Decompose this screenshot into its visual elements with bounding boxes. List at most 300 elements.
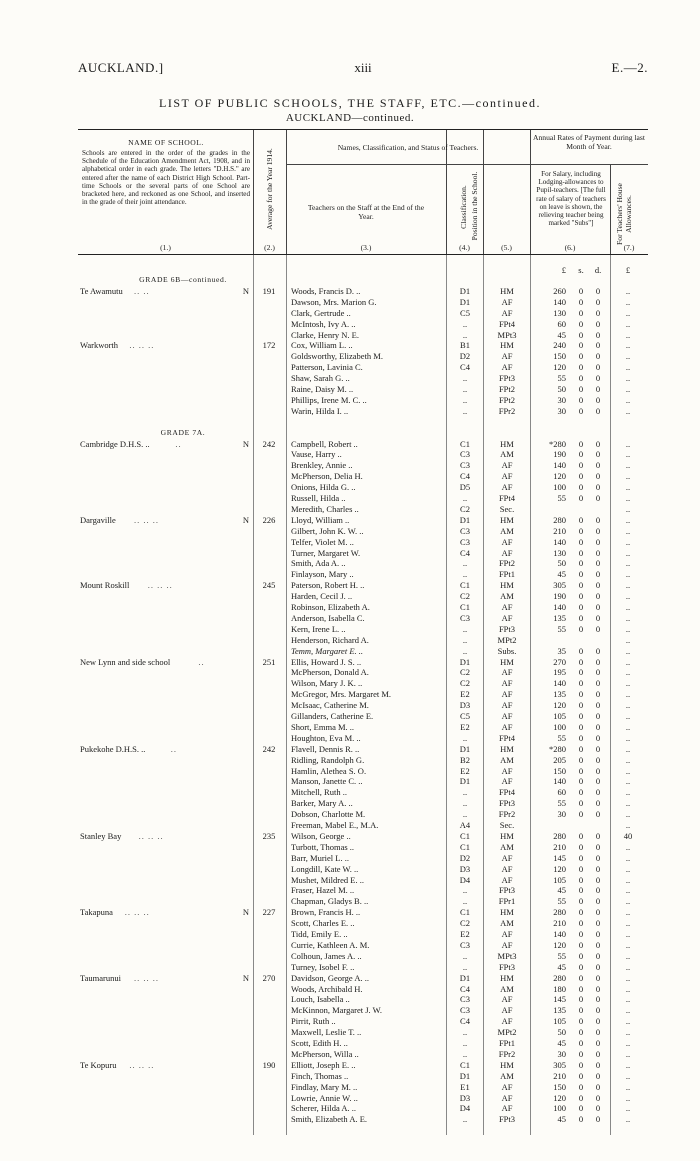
- teacher-name: Maxwell, Leslie T. ..: [291, 1027, 362, 1038]
- house-allowance: ..: [625, 907, 631, 918]
- house-allowance: ..: [625, 852, 631, 863]
- table-row: [78, 580, 648, 591]
- col3-heading: Teachers on the Staff at the End of the Year.: [307, 203, 425, 221]
- classification: ..: [462, 634, 468, 645]
- house-allowance: ..: [625, 405, 631, 416]
- pence-unit: d.: [594, 265, 602, 275]
- salary-shillings: 0: [578, 373, 584, 384]
- teacher-name: Scott, Charles E. ..: [291, 918, 355, 929]
- classification: ..: [462, 493, 468, 503]
- salary-shillings: 0: [578, 1005, 584, 1016]
- salary-pounds: 45: [557, 961, 566, 972]
- teacher-name: Clarke, Henry N. E.: [291, 329, 359, 340]
- teacher-name: Currie, Kathleen A. M.: [291, 939, 370, 950]
- classification: ..: [462, 1038, 468, 1048]
- house-allowance: ..: [625, 732, 631, 743]
- col4-heading: Classification.: [459, 185, 468, 229]
- house-allowance: ..: [625, 983, 631, 994]
- position: FPt3: [498, 798, 516, 809]
- position: FPr1: [498, 896, 516, 907]
- salary-pounds: 105: [553, 711, 566, 721]
- table-row: [78, 340, 648, 351]
- salary-pence: 0: [595, 405, 601, 416]
- position: AM: [500, 918, 514, 929]
- table-row: [78, 406, 648, 417]
- average-attendance: 227: [262, 907, 276, 918]
- teacher-name: Findlay, Mary M. ..: [291, 1081, 358, 1092]
- salary-pounds: 140: [553, 296, 566, 307]
- salary-pence: 0: [595, 1092, 601, 1103]
- position: AF: [501, 460, 513, 471]
- salary-shillings: 0: [578, 1059, 584, 1070]
- classification: ..: [462, 318, 468, 329]
- house-allowance: ..: [625, 296, 631, 307]
- salary-pounds: 130: [553, 307, 566, 318]
- salary-pence: 0: [595, 1059, 601, 1070]
- salary-shillings: 0: [578, 318, 584, 329]
- classification: ..: [462, 569, 468, 580]
- house-allowance: ..: [625, 961, 631, 972]
- salary-pence: 0: [595, 885, 601, 896]
- teacher-name: McPherson, Donald A.: [291, 667, 369, 678]
- salary-pence: 0: [595, 536, 601, 547]
- classification: C1: [460, 841, 470, 852]
- classification: B2: [460, 754, 470, 765]
- classification: E1: [460, 1081, 470, 1092]
- position: AF: [501, 765, 513, 776]
- classification: C2: [460, 503, 470, 514]
- classification: C4: [460, 547, 470, 558]
- position: HM: [500, 285, 514, 296]
- salary-shillings: 0: [578, 384, 584, 394]
- table-row: [78, 973, 648, 984]
- salary-pence: 0: [595, 460, 601, 471]
- salary-shillings: 0: [578, 1092, 584, 1103]
- position: FPt4: [498, 732, 516, 743]
- salary-pence: 0: [595, 732, 601, 743]
- teacher-name: McPherson, Delia H.: [291, 471, 363, 482]
- running-head-right: E.—2.: [611, 60, 648, 75]
- salary-pence: 0: [595, 721, 601, 732]
- salary-pence: 0: [595, 776, 601, 787]
- house-allowance: ..: [625, 678, 631, 689]
- house-allowance: ..: [625, 514, 631, 525]
- house-allowance: ..: [625, 318, 631, 329]
- salary-pounds: 120: [553, 362, 566, 373]
- salary-pounds: 55: [557, 493, 566, 503]
- salary-pounds: 30: [557, 809, 566, 820]
- teacher-name: Short, Emma M. ..: [291, 721, 355, 732]
- classification: C3: [460, 939, 470, 950]
- salary-pounds: 140: [553, 929, 566, 939]
- salary-pounds: 140: [553, 776, 566, 787]
- classification: ..: [462, 623, 468, 634]
- salary-pounds: 210: [553, 918, 566, 929]
- leader-dots: ..: [175, 438, 182, 449]
- table-row: [78, 319, 648, 330]
- salary-pence: 0: [595, 765, 601, 776]
- salary-shillings: 0: [578, 972, 584, 983]
- house-allowance: ..: [625, 1092, 631, 1103]
- salary-pence: 0: [595, 809, 601, 820]
- salary-shillings: 0: [578, 994, 584, 1005]
- table-row: [78, 689, 648, 700]
- salary-shillings: 0: [578, 754, 584, 765]
- table-row: [78, 613, 648, 624]
- classification: D1: [459, 296, 471, 307]
- table-row: [78, 678, 648, 689]
- teacher-name: Pirrit, Ruth ..: [291, 1016, 336, 1027]
- salary-pounds: 55: [557, 732, 566, 743]
- classification: D1: [459, 972, 471, 983]
- position: AM: [500, 754, 514, 765]
- leader-dots: ..: [198, 656, 205, 667]
- school-name: Pukekohe D.H.S. ..: [80, 743, 146, 754]
- position: AM: [500, 841, 514, 852]
- house-allowance: ..: [625, 285, 631, 296]
- salary-pence: 0: [595, 939, 601, 950]
- salary-shillings: 0: [578, 307, 584, 318]
- house-allowance: ..: [625, 1027, 631, 1038]
- table-row: [78, 1060, 648, 1071]
- salary-pounds: 50: [557, 1027, 566, 1038]
- house-allowance: ..: [625, 1005, 631, 1016]
- teacher-name: Goldsworthy, Elizabeth M.: [291, 351, 383, 362]
- house-allowance: ..: [625, 874, 631, 885]
- salary-pence: 0: [595, 972, 601, 983]
- position: Subs.: [497, 645, 517, 656]
- house-allowance: ..: [625, 776, 631, 787]
- pounds-unit: £: [561, 265, 566, 275]
- table-row: [78, 907, 648, 918]
- teacher-name: Scott, Edith H. ..: [291, 1038, 348, 1048]
- position: FPt1: [498, 1038, 516, 1048]
- salary-pence: 0: [595, 307, 601, 318]
- house-allowance: ..: [625, 482, 631, 493]
- position: FPr2: [498, 405, 516, 416]
- salary-pence: 0: [595, 612, 601, 623]
- teacher-name: Raine, Daisy M. ..: [291, 384, 354, 394]
- salary-pounds: 135: [553, 689, 566, 700]
- teacher-name: Chapman, Gladys B. ..: [291, 896, 369, 907]
- salary-pence: 0: [595, 471, 601, 482]
- average-attendance: 242: [262, 743, 276, 754]
- leader-dots: .. .. ..: [129, 1059, 155, 1070]
- table-row: [78, 384, 648, 395]
- salary-shillings: 0: [578, 645, 584, 656]
- salary-pounds: *280: [549, 743, 566, 754]
- table-row: [78, 711, 648, 722]
- salary-shillings: 0: [578, 776, 584, 787]
- house-allowance: ..: [625, 460, 631, 471]
- salary-shillings: 0: [578, 1081, 584, 1092]
- house-allowance: ..: [625, 634, 631, 645]
- table-row: [78, 504, 648, 515]
- position: AF: [501, 852, 513, 863]
- house-allowance: ..: [625, 798, 631, 809]
- table-row: [78, 809, 648, 820]
- classification: C2: [460, 591, 470, 602]
- table-row: [78, 362, 648, 373]
- house-allowance: ..: [625, 994, 631, 1005]
- salary-shillings: 0: [578, 514, 584, 525]
- salary-pounds: 60: [557, 318, 566, 329]
- position: AF: [501, 547, 513, 558]
- grade-heading: [78, 428, 648, 439]
- table-row: [78, 766, 648, 777]
- salary-pence: 0: [595, 482, 601, 493]
- salary-pounds: 305: [553, 1059, 566, 1070]
- position: Sec.: [499, 820, 515, 830]
- normal-school-mark: N: [242, 907, 250, 918]
- position: HM: [500, 972, 514, 983]
- house-allowance: ..: [625, 896, 631, 907]
- table-row: [78, 798, 648, 809]
- salary-pence: 0: [595, 929, 601, 939]
- teacher-name: Dobson, Charlotte M.: [291, 809, 366, 820]
- shillings-unit: s.: [578, 265, 584, 275]
- salary-pence: 0: [595, 602, 601, 612]
- house-allowance: ..: [625, 438, 631, 449]
- teacher-name: Elliott, Joseph E. ..: [291, 1059, 356, 1070]
- salary-shillings: 0: [578, 667, 584, 678]
- salary-pence: 0: [595, 645, 601, 656]
- salary-shillings: 0: [578, 569, 584, 580]
- classification: C2: [460, 678, 470, 689]
- salary-pounds: 270: [553, 656, 566, 667]
- col6-heading: For Salary, including Lodging-allowances to Pupil-teachers. [The full rate of salary of teachers on leave is shown, the relieving teacher being marked "Subs"]: [536, 170, 606, 228]
- teacher-name: Gilbert, John K. W. ..: [291, 525, 364, 536]
- average-attendance: 190: [262, 1059, 276, 1070]
- classification: ..: [462, 809, 468, 820]
- table-row: [78, 515, 648, 526]
- salary-pence: 0: [595, 340, 601, 351]
- salary-shillings: 0: [578, 656, 584, 667]
- teacher-name: Wilson, George ..: [291, 830, 351, 841]
- salary-pence: 0: [595, 1048, 601, 1059]
- position: AF: [501, 1016, 513, 1027]
- grade-label: GRADE 6B—continued.: [139, 275, 227, 284]
- classification: C3: [460, 525, 470, 536]
- house-allowance: ..: [625, 394, 631, 405]
- salary-pounds: 280: [553, 830, 566, 841]
- position: AF: [501, 689, 513, 700]
- salary-pence: 0: [595, 907, 601, 918]
- table-row: [78, 787, 648, 798]
- position: FPt3: [498, 373, 516, 384]
- table-row: [78, 820, 648, 831]
- leader-dots: .. .. ..: [147, 580, 173, 591]
- salary-pence: 0: [595, 1016, 601, 1027]
- salary-shillings: 0: [578, 351, 584, 362]
- teacher-name: Brenkley, Annie ..: [291, 460, 353, 471]
- position: FPt1: [498, 569, 516, 580]
- classification: C5: [460, 307, 470, 318]
- house-allowance: ..: [625, 493, 631, 503]
- teacher-name: Louch, Isabella ..: [291, 994, 350, 1005]
- teacher-name: Mitchell, Ruth ..: [291, 787, 347, 798]
- salary-pounds: 55: [557, 798, 566, 809]
- classification: C4: [460, 471, 470, 482]
- table-row: [78, 286, 648, 297]
- teacher-name: Finch, Thomas ..: [291, 1070, 349, 1081]
- house-allowance: ..: [625, 1016, 631, 1027]
- position: FPt4: [498, 493, 516, 503]
- house-allowance: ..: [625, 525, 631, 536]
- salary-pence: 0: [595, 896, 601, 907]
- teacher-name: Barr, Muriel L. ..: [291, 852, 349, 863]
- salary-shillings: 0: [578, 1027, 584, 1038]
- salary-pounds: 35: [557, 645, 566, 656]
- col1-title: NAME OF SCHOOL.: [128, 138, 204, 147]
- table-row: [78, 940, 648, 951]
- teacher-name: McKinnon, Margaret J. W.: [291, 1005, 382, 1016]
- house-allowance: ..: [625, 950, 631, 961]
- table-row: [78, 297, 648, 308]
- salary-shillings: 0: [578, 1070, 584, 1081]
- salary-pence: 0: [595, 700, 601, 711]
- teacher-name: Woods, Francis D. ..: [291, 285, 361, 296]
- table-row: [78, 1071, 648, 1082]
- table-row: [78, 831, 648, 842]
- teacher-name: Brown, Francis H. ..: [291, 907, 361, 918]
- position: AF: [501, 471, 513, 482]
- teacher-name: Russell, Hilda ..: [291, 493, 346, 503]
- position: AF: [501, 362, 513, 373]
- classification: C4: [460, 1016, 470, 1027]
- teacher-name: Turner, Margaret W.: [291, 547, 361, 558]
- leader-dots: .. .. ..: [129, 340, 155, 351]
- teacher-name: Anderson, Isabella C.: [291, 612, 365, 623]
- salary-pounds: 50: [557, 384, 566, 394]
- normal-school-mark: N: [242, 514, 250, 525]
- position: MPt3: [497, 950, 517, 961]
- salary-pence: 0: [595, 961, 601, 972]
- classification: ..: [462, 384, 468, 394]
- running-head: [78, 60, 648, 76]
- salary-pence: 0: [595, 547, 601, 558]
- salary-pounds: 280: [553, 972, 566, 983]
- salary-pence: 0: [595, 874, 601, 885]
- salary-shillings: 0: [578, 852, 584, 863]
- position: FPt3: [498, 1114, 516, 1125]
- table-row: [78, 1016, 648, 1027]
- salary-pounds: 260: [553, 285, 566, 296]
- salary-pence: 0: [595, 841, 601, 852]
- house-allowance: ..: [625, 503, 631, 514]
- salary-pounds: 280: [553, 514, 566, 525]
- teacher-name: Houghton, Eva M. ..: [291, 732, 361, 743]
- house-allowance: ..: [625, 689, 631, 700]
- salary-pounds: 100: [553, 482, 566, 493]
- grade-label: GRADE 7A.: [160, 427, 206, 437]
- house-allowance: ..: [625, 700, 631, 711]
- salary-shillings: 0: [578, 711, 584, 721]
- col5-heading: Position in the School.: [470, 171, 479, 241]
- salary-pounds: 55: [557, 896, 566, 907]
- table-row: [78, 558, 648, 569]
- salary-pounds: 140: [553, 536, 566, 547]
- position: FPt2: [498, 394, 516, 405]
- table-row: [78, 918, 648, 929]
- teacher-name: Warin, Hilda I. ..: [291, 405, 349, 416]
- position: MPt2: [497, 1027, 517, 1038]
- salary-pence: 0: [595, 558, 601, 569]
- table-row: [78, 330, 648, 341]
- house-allowance: ..: [625, 547, 631, 558]
- salary-shillings: 0: [578, 765, 584, 776]
- classification: ..: [462, 1027, 468, 1038]
- table-row: [78, 994, 648, 1005]
- house-allowance: ..: [625, 1114, 631, 1125]
- classification: C3: [460, 536, 470, 547]
- teacher-name: Finlayson, Mary ..: [291, 569, 354, 580]
- salary-pence: 0: [595, 1070, 601, 1081]
- table-row: [78, 493, 648, 504]
- table-row: [78, 482, 648, 493]
- position: HM: [500, 830, 514, 841]
- table-row: [78, 1027, 648, 1038]
- salary-pounds: 55: [557, 623, 566, 634]
- classification: ..: [462, 1114, 468, 1125]
- teacher-name: Clark, Gertrude ..: [291, 307, 351, 318]
- running-head-left: AUCKLAND.]: [78, 60, 164, 75]
- teacher-name: Dawson, Mrs. Marion G.: [291, 296, 377, 307]
- salary-pounds: 195: [553, 667, 566, 678]
- teacher-name: Kern, Irene L. ..: [291, 623, 346, 634]
- classification: ..: [462, 329, 468, 340]
- salary-shillings: 0: [578, 438, 584, 449]
- salary-shillings: 0: [578, 700, 584, 711]
- salary-pounds: 45: [557, 885, 566, 896]
- position: AF: [501, 1103, 513, 1114]
- table-row: [78, 853, 648, 864]
- classification: ..: [462, 645, 468, 656]
- salary-pounds: 305: [553, 580, 566, 591]
- position: FPt4: [498, 787, 516, 798]
- salary-shillings: 0: [578, 732, 584, 743]
- salary-pounds: 205: [553, 754, 566, 765]
- salary-pence: 0: [595, 983, 601, 994]
- salary-pence: 0: [595, 798, 601, 809]
- salary-shillings: 0: [578, 449, 584, 460]
- teacher-name: Patterson, Lavinia C.: [291, 362, 363, 373]
- salary-shillings: 0: [578, 405, 584, 416]
- classification: ..: [462, 885, 468, 896]
- classification: C1: [460, 907, 470, 918]
- position: FPt3: [498, 961, 516, 972]
- salary-pounds: *280: [549, 438, 566, 449]
- teacher-name: Wilson, Mary J. K. ..: [291, 678, 363, 689]
- salary-pounds: 45: [557, 1038, 566, 1048]
- classification: E2: [460, 689, 470, 700]
- house-allowance: ..: [625, 743, 631, 754]
- salary-pence: 0: [595, 754, 601, 765]
- leader-dots: .. ..: [134, 285, 150, 296]
- salary-pence: 0: [595, 863, 601, 874]
- table-row: [78, 842, 648, 853]
- table-row: [78, 929, 648, 940]
- house-allowance: ..: [625, 667, 631, 678]
- classification: A4: [459, 820, 471, 830]
- salary-pence: 0: [595, 580, 601, 591]
- salary-pounds: 120: [553, 939, 566, 950]
- house-allowance: ..: [625, 1059, 631, 1070]
- salary-pence: 0: [595, 449, 601, 460]
- table-row: [78, 351, 648, 362]
- classification: C4: [460, 983, 470, 994]
- salary-shillings: 0: [578, 1048, 584, 1059]
